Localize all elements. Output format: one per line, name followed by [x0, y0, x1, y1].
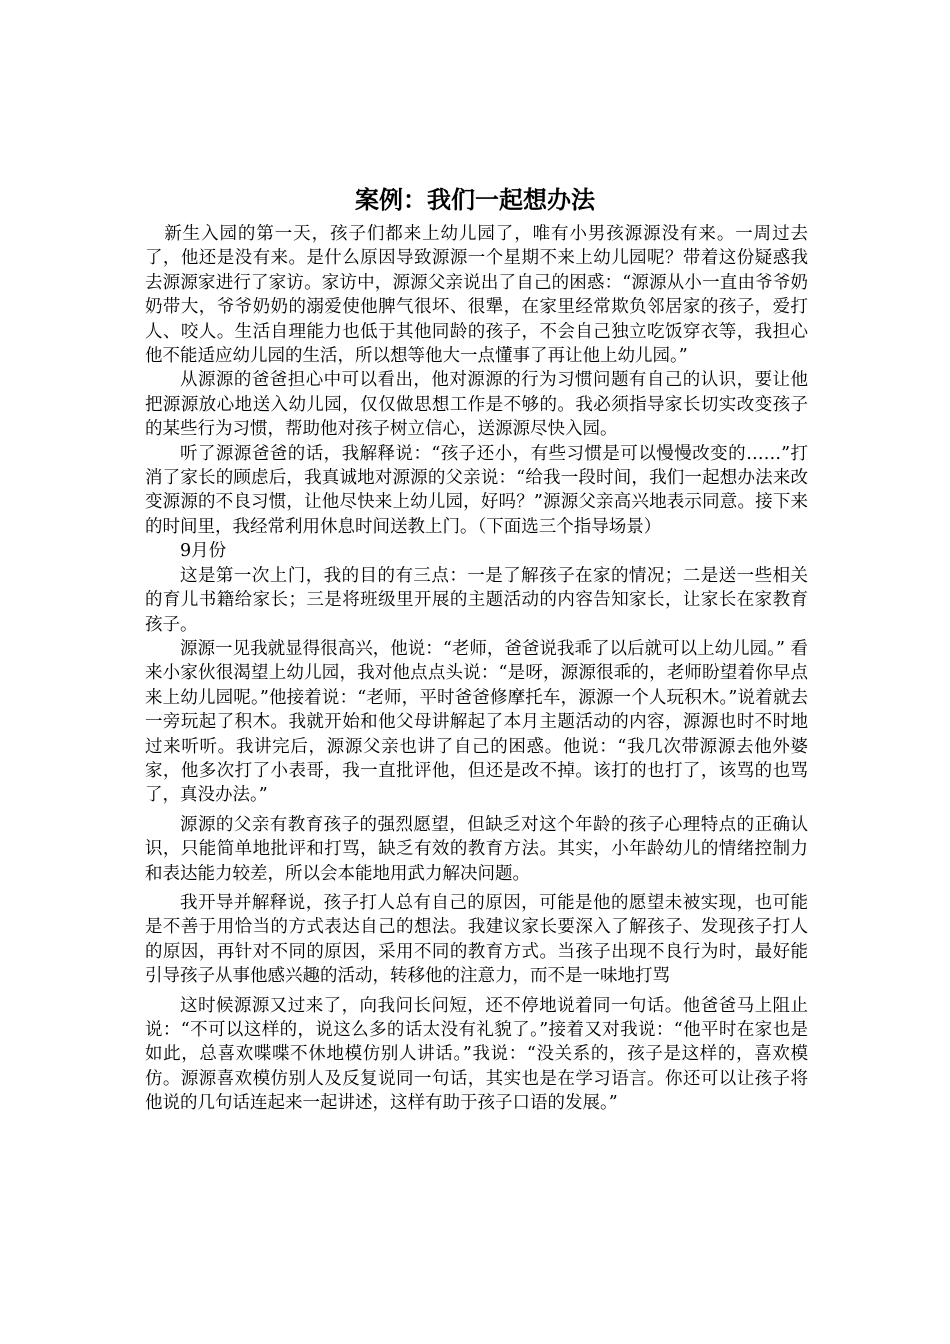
paragraph-9: 这时候源源又过来了，向我问长问短，还不停地说着同一句话。他爸爸马上阻止说：“不可以这样的，说这么多的话太没有礼貌了。”接着又对我说：“他平时在家也是如此，总喜欢喋喋不休地模仿别人讲话。”我说：“没关系的，孩子是这样的，喜欢模仿。源源喜欢模仿别人及反复说同一句话，其实也是在学习语言。你还可以让孩子将他说的几句话连起来一起讲述，这样有助于孩子口语的发展。” [145, 995, 808, 1114]
paragraph-6: 源源一见我就显得很高兴，他说：“老师，爸爸说我乖了以后就可以上幼儿园。” 看来小家伙很渴望上幼儿园，我对他点点头说：“是呀，源源很乖的，老师盼望着你早点来上幼儿园呢。”他接着说：“老师，平时爸爸修摩托车，源源一个人玩积木。”说着就去一旁玩起了积木。我就开始和他父母讲解起了本月主题活动的内容，源源也时不时地过来听听。我讲完后，源源父亲也讲了自己的困惑。他说：“我几次带源源去他外婆家，他多次打了小表哥，我一直批评他，但还是改不掉。该打的也打了，该骂的也骂了，真没办法。” [145, 638, 809, 806]
document-body [145, 222, 808, 1116]
paragraph-month-heading: 9月份 [180, 541, 227, 562]
document-title: 案例：我们一起想办法 [355, 185, 595, 214]
paragraph-7: 源源的父亲有教育孩子的强烈愿望，但缺乏对这个年龄的孩子心理特点的正确认识，只能简单地批评和打骂，缺乏有效的教育方法。其实，小年龄幼儿的情绪控制力和表达能力较差，所以会本能地用武力解决问题。 [145, 814, 808, 884]
paragraph-3: 听了源源爸爸的话，我解释说：“孩子还小，有些习惯是可以慢慢改变的……”打消了家长的顾虑后，我真诚地对源源的父亲说：“给我一段时间，我们一起想办法来改变源源的不良习惯，让他尽快来上幼儿园，好吗？”源源父亲高兴地表示同意。接下来的时间里，我经常利用休息时间送教上门。（下面选三个指导场景） [145, 443, 808, 537]
paragraph-2: 从源源的爸爸担心中可以看出，他对源源的行为习惯问题有自己的认识，要让他把源源放心地送入幼儿园，仅仅做思想工作是不够的。我必须指导家长切实改变孩子的某些行为习惯，帮助他对孩子树立信心，送源源尽快入园。 [145, 370, 808, 440]
paragraph-8: 我开导并解释说，孩子打人总有自己的原因，可能是他的愿望未被实现，也可能是不善于用恰当的方式表达自己的想法。我建议家长要深入了解孩子、发现孩子打人的原因，再针对不同的原因，采用不同的教育方式。当孩子出现不良行为时，最好能引导孩子从事他感兴趣的活动，转移他的注意力，而不是一味地打骂 [145, 892, 808, 987]
paragraph-1: 新生入园的第一天，孩子们都来上幼儿园了，唯有小男孩源源没有来。一周过去了，他还是没有来。是什么原因导致源源一个星期不来上幼儿园呢？带着这份疑惑我去源源家进行了家访。家访中，源源父亲说出了自己的困惑：“源源从小一直由爷爷奶奶带大，爷爷奶奶的溺爱使他脾气很坏、很犟，在家里经常欺负邻居家的孩子，爱打人、咬人。生活自理能力也低于其他同龄的孩子，不会自己独立吃饭穿衣等，我担心他不能适应幼儿园的生活，所以想等他大一点懂事了再让他上幼儿园。” [145, 224, 808, 367]
paragraph-5: 这是第一次上门，我的目的有三点：一是了解孩子在家的情况；二是送一些相关的育儿书籍给家长；三是将班级里开展的主题活动的内容告知家长，让家长在家教育孩子。 [145, 565, 808, 635]
